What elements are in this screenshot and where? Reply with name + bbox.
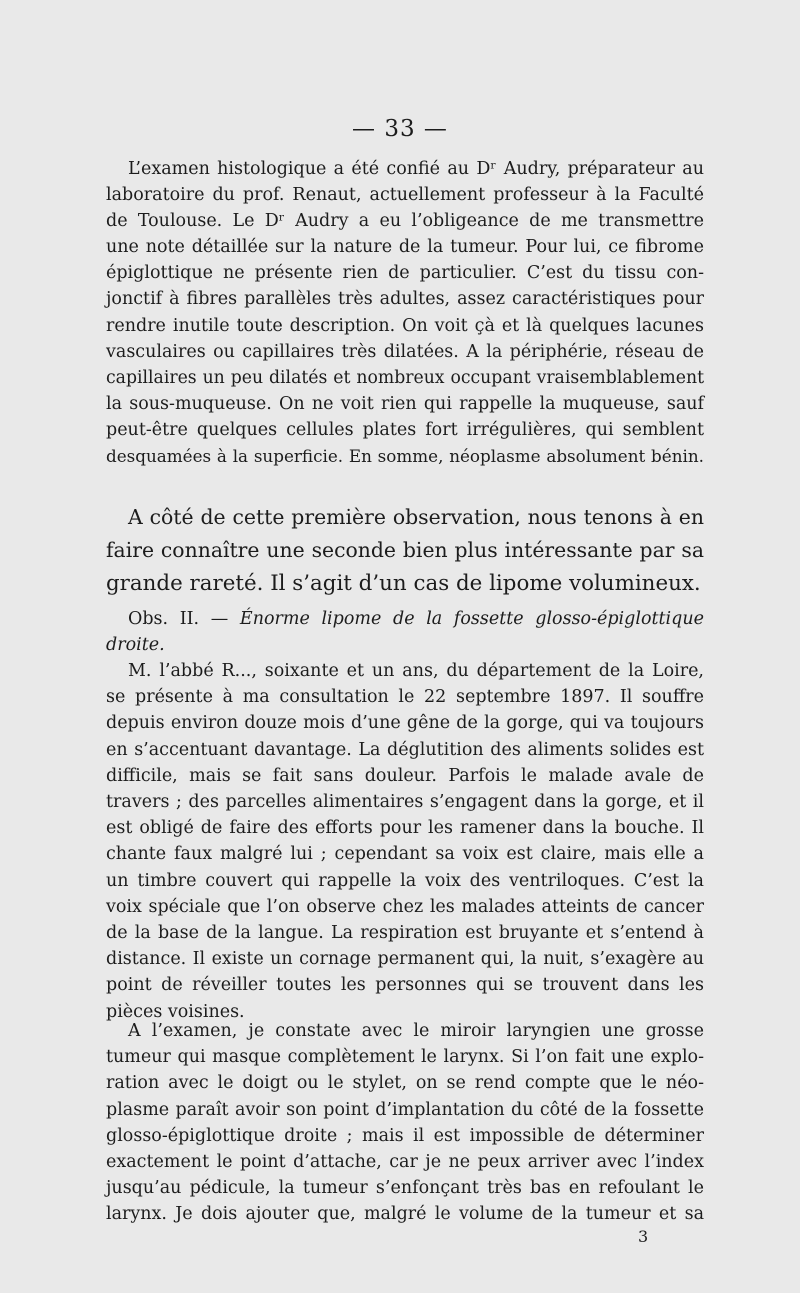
text-line: pièces voisines. <box>106 1001 245 1022</box>
text-line: ration avec le doigt ou le stylet, on se rend compte que le néo- <box>106 1073 704 1094</box>
text-line: capillaires un peu dilatés et nombreux occupant vraisemblablement <box>106 367 704 388</box>
text-line: difficile, mais se fait sans douleur. Parfois le malade avale de <box>106 765 704 786</box>
text-line: peut-être quelques cellules plates fort irrégulières, qui semblent <box>106 419 704 440</box>
paragraph-case-history <box>106 658 704 1025</box>
text-line: de la base de la langue. La respiration est bruyante et s’entend à <box>106 923 704 944</box>
observation-title: Énorme lipome de la fossette glosso-épiglottique <box>239 609 704 629</box>
text-line: laboratoire du prof. Renaut, actuellement professeur à la Faculté <box>106 185 704 206</box>
text-line: A côté de cette première observation, nous tenons à en <box>128 505 704 529</box>
text-line: exactement le point d’attache, car je ne peux arriver avec l’index <box>106 1152 704 1173</box>
text-line: vasculaires ou capillaires très dilatées. A la périphérie, réseau de <box>106 341 704 362</box>
page-number: — 33 — <box>352 116 448 142</box>
observation-label: Obs. II. <box>128 609 200 629</box>
observation-heading <box>106 606 704 658</box>
text-line: épiglottique ne présente rien de particulier. C’est du tissu con- <box>106 263 704 284</box>
signature-mark: 3 <box>638 1227 649 1246</box>
text-line: en s’accentuant davantage. La déglutition des aliments solides est <box>106 739 704 760</box>
text-line: une note détaillée sur la nature de la tumeur. Pour lui, ce fibrome <box>106 237 704 258</box>
text-line: faire connaître une seconde bien plus intéressante par sa <box>106 538 704 562</box>
text-line: la sous-muqueuse. On ne voit rien qui rappelle la muqueuse, sauf <box>106 393 704 414</box>
text-line: de Toulouse. Le Dʳ Audry a eu l’obligeance de me transmettre <box>106 211 704 232</box>
observation-title-continued: droite. <box>106 635 165 656</box>
text-line: rendre inutile toute description. On voit çà et là quelques lacunes <box>106 315 704 336</box>
text-line: est obligé de faire des efforts pour les ramener dans la bouche. Il <box>106 818 704 839</box>
text-line: un timbre couvert qui rappelle la voix des ventriloques. C’est la <box>106 870 704 891</box>
text-line: glosso-épiglottique droite ; mais il est impossible de déterminer <box>106 1125 704 1146</box>
observation-heading-line <box>106 606 704 632</box>
text-line: voix spéciale que l’on observe chez les malades atteints de cancer <box>106 896 704 917</box>
text-line: larynx. Je dois ajouter que, malgré le volume de la tumeur et sa <box>106 1204 704 1225</box>
text-line: point de réveiller toutes les personnes qui se trouvent dans les <box>106 975 704 996</box>
text-line: A l’examen, je constate avec le miroir laryngien une grosse <box>128 1021 704 1041</box>
text-line: depuis environ douze mois d’une gêne de la gorge, qui va toujours <box>106 713 704 734</box>
text-line: jonctif à fibres parallèles très adultes, assez caractéristiques pour <box>106 289 704 310</box>
text-line: jusqu’au pédicule, la tumeur s’enfonçant très bas en refoulant le <box>106 1178 704 1199</box>
text-line: grande rareté. Il s’agit d’un cas de lipome volumineux. <box>106 571 701 596</box>
paragraph-histology <box>106 156 704 469</box>
text-line: L’examen histologique a été confié au Dʳ Audry, préparateur au <box>128 159 704 179</box>
text-line: distance. Il existe un cornage permanent qui, la nuit, s’exagère au <box>106 949 704 970</box>
text-line: desquamées à la superficie. En somme, néoplasme absolument bénin. <box>106 446 704 467</box>
observation-dash: — <box>199 609 240 629</box>
paragraph-transition <box>106 501 704 600</box>
text-line: se présente à ma consultation le 22 septembre 1897. Il souffre <box>106 687 704 708</box>
text-line: tumeur qui masque complètement le larynx. Si l’on fait une explo- <box>106 1047 704 1068</box>
text-line: M. l’abbé R..., soixante et un ans, du département de la Loire, <box>128 661 704 681</box>
text-line: travers ; des parcelles alimentaires s’engagent dans la gorge, et il <box>106 792 704 813</box>
paragraph-examination <box>106 1018 704 1228</box>
text-line: chante faux malgré lui ; cependant sa voix est claire, mais elle a <box>106 844 704 865</box>
text-line: plasme paraît avoir son point d’implantation du côté de la fossette <box>106 1099 704 1120</box>
